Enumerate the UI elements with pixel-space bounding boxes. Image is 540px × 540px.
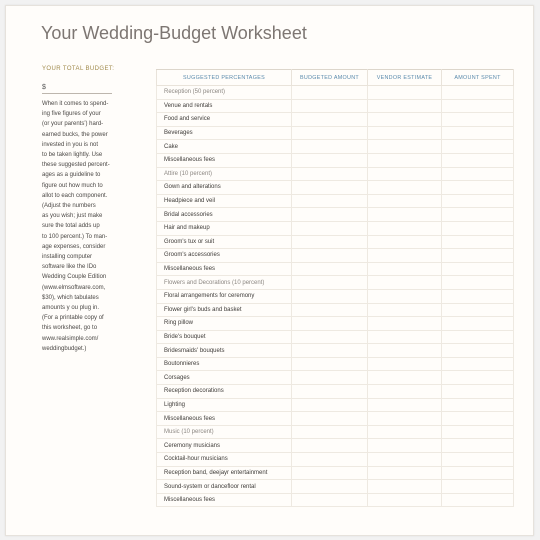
- amount-spent-cell[interactable]: [442, 235, 514, 249]
- item-label: Floral arrangements for ceremony: [157, 289, 292, 303]
- amount-spent-cell[interactable]: [442, 385, 514, 399]
- table-row: [157, 317, 514, 331]
- vendor-estimate-cell[interactable]: [368, 181, 442, 195]
- vendor-estimate-cell[interactable]: [368, 425, 442, 439]
- budgeted-amount-cell[interactable]: [292, 221, 368, 235]
- amount-spent-cell[interactable]: [442, 493, 514, 507]
- table-row: [157, 235, 514, 249]
- table-row: [157, 303, 514, 317]
- amount-spent-cell[interactable]: [442, 289, 514, 303]
- table-row: [157, 140, 514, 154]
- table-row: [157, 385, 514, 399]
- amount-spent-cell[interactable]: [442, 181, 514, 195]
- vendor-estimate-cell[interactable]: [368, 439, 442, 453]
- amount-spent-cell[interactable]: [442, 412, 514, 426]
- amount-spent-cell[interactable]: [442, 262, 514, 276]
- budgeted-amount-cell[interactable]: [292, 357, 368, 371]
- amount-spent-cell[interactable]: [442, 398, 514, 412]
- table-row: [157, 153, 514, 167]
- amount-spent-cell[interactable]: [442, 153, 514, 167]
- table-row: [157, 344, 514, 358]
- item-label: Gown and alterations: [157, 181, 292, 195]
- table-row: [157, 208, 514, 222]
- budgeted-amount-cell[interactable]: [292, 466, 368, 480]
- vendor-estimate-cell[interactable]: [368, 303, 442, 317]
- amount-spent-cell[interactable]: [442, 208, 514, 222]
- amount-spent-cell[interactable]: [442, 371, 514, 385]
- item-label: Beverages: [157, 126, 292, 140]
- item-label: Miscellaneous fees: [157, 412, 292, 426]
- total-budget-field[interactable]: $: [42, 82, 112, 94]
- budgeted-amount-cell[interactable]: [292, 317, 368, 331]
- item-label: Cake: [157, 140, 292, 154]
- budgeted-amount-cell[interactable]: [292, 262, 368, 276]
- vendor-estimate-cell[interactable]: [368, 466, 442, 480]
- header-budgeted-amount: BUDGETED AMOUNT: [292, 70, 368, 86]
- amount-spent-cell[interactable]: [442, 194, 514, 208]
- total-budget-label: YOUR TOTAL BUDGET:: [42, 66, 115, 72]
- table-header-row: [157, 70, 514, 86]
- budgeted-amount-cell[interactable]: [292, 480, 368, 494]
- budgeted-amount-cell[interactable]: [292, 167, 368, 181]
- category-label: Flowers and Decorations (10 percent): [157, 276, 292, 290]
- amount-spent-cell[interactable]: [442, 86, 514, 100]
- vendor-estimate-cell[interactable]: [368, 276, 442, 290]
- page-title: Your Wedding-Budget Worksheet: [41, 23, 307, 43]
- table-row: [157, 371, 514, 385]
- item-label: Bride's bouquet: [157, 330, 292, 344]
- table-row: [157, 466, 514, 480]
- table-row: [157, 412, 514, 426]
- table-row: [157, 330, 514, 344]
- item-label: Groom's tux or suit: [157, 235, 292, 249]
- item-label: Ceremony musicians: [157, 439, 292, 453]
- budgeted-amount-cell[interactable]: [292, 385, 368, 399]
- item-label: Reception band, deejayr entertainment: [157, 466, 292, 480]
- vendor-estimate-cell[interactable]: [368, 453, 442, 467]
- item-label: Food and service: [157, 113, 292, 127]
- budgeted-amount-cell[interactable]: [292, 439, 368, 453]
- table-row: [157, 357, 514, 371]
- budgeted-amount-cell[interactable]: [292, 181, 368, 195]
- budgeted-amount-cell[interactable]: [292, 289, 368, 303]
- item-label: Venue and rentals: [157, 99, 292, 113]
- table-row: [157, 113, 514, 127]
- budgeted-amount-cell[interactable]: [292, 371, 368, 385]
- budgeted-amount-cell[interactable]: [292, 493, 368, 507]
- vendor-estimate-cell[interactable]: [368, 493, 442, 507]
- table-row: [157, 99, 514, 113]
- worksheet-page: [5, 5, 534, 536]
- budgeted-amount-cell[interactable]: [292, 276, 368, 290]
- category-label: Reception (50 percent): [157, 86, 292, 100]
- category-row: [157, 86, 514, 100]
- amount-spent-cell[interactable]: [442, 249, 514, 263]
- vendor-estimate-cell[interactable]: [368, 330, 442, 344]
- vendor-estimate-cell[interactable]: [368, 194, 442, 208]
- amount-spent-cell[interactable]: [442, 466, 514, 480]
- amount-spent-cell[interactable]: [442, 140, 514, 154]
- header-amount-spent: AMOUNT SPENT: [442, 70, 514, 86]
- item-label: Miscellaneous fees: [157, 493, 292, 507]
- budgeted-amount-cell[interactable]: [292, 453, 368, 467]
- amount-spent-cell[interactable]: [442, 439, 514, 453]
- amount-spent-cell[interactable]: [442, 480, 514, 494]
- header-suggested-percentages: SUGGESTED PERCENTAGES: [157, 70, 292, 86]
- budgeted-amount-cell[interactable]: [292, 303, 368, 317]
- table-row: [157, 480, 514, 494]
- amount-spent-cell[interactable]: [442, 330, 514, 344]
- item-label: Corsages: [157, 371, 292, 385]
- vendor-estimate-cell[interactable]: [368, 480, 442, 494]
- header-vendor-estimate: VENDOR ESTIMATE: [368, 70, 442, 86]
- item-label: Miscellaneous fees: [157, 153, 292, 167]
- vendor-estimate-cell[interactable]: [368, 113, 442, 127]
- budgeted-amount-cell[interactable]: [292, 126, 368, 140]
- amount-spent-cell[interactable]: [442, 425, 514, 439]
- vendor-estimate-cell[interactable]: [368, 344, 442, 358]
- vendor-estimate-cell[interactable]: [368, 153, 442, 167]
- item-label: Lighting: [157, 398, 292, 412]
- amount-spent-cell[interactable]: [442, 303, 514, 317]
- category-label: Attire (10 percent): [157, 167, 292, 181]
- vendor-estimate-cell[interactable]: [368, 167, 442, 181]
- amount-spent-cell[interactable]: [442, 357, 514, 371]
- budgeted-amount-cell[interactable]: [292, 140, 368, 154]
- item-label: Cocktail-hour musicians: [157, 453, 292, 467]
- amount-spent-cell[interactable]: [442, 276, 514, 290]
- budgeted-amount-cell[interactable]: [292, 99, 368, 113]
- item-label: Hair and makeup: [157, 221, 292, 235]
- category-row: [157, 425, 514, 439]
- amount-spent-cell[interactable]: [442, 221, 514, 235]
- table-row: [157, 493, 514, 507]
- budgeted-amount-cell[interactable]: [292, 113, 368, 127]
- budgeted-amount-cell[interactable]: [292, 249, 368, 263]
- amount-spent-cell[interactable]: [442, 99, 514, 113]
- budgeted-amount-cell[interactable]: [292, 153, 368, 167]
- item-label: Ring pillow: [157, 317, 292, 331]
- vendor-estimate-cell[interactable]: [368, 249, 442, 263]
- sidebar-description: When it comes to spend- ing five figures of your (or your parents') hard- earned bucks, the power invested in you is not to be taken lightly. Use these suggested percent- ages as a guideline to figure out how much to allot to each component. (Adjust the numbers as you wish; just make sure the total adds up to 100 percent.) To man- age expenses, consider installing computer software like the IDo Wedding Couple Edition (www.elmsoftware.com, $30), which tabulates amounts y ou plug in. (For a printable copy of this worksheet, go to www.realsimple.com/ weddingbudget.): [42, 101, 110, 352]
- vendor-estimate-cell[interactable]: [368, 99, 442, 113]
- budgeted-amount-cell[interactable]: [292, 208, 368, 222]
- table-row: [157, 262, 514, 276]
- vendor-estimate-cell[interactable]: [368, 385, 442, 399]
- table-row: [157, 398, 514, 412]
- budgeted-amount-cell[interactable]: [292, 398, 368, 412]
- amount-spent-cell[interactable]: [442, 167, 514, 181]
- item-label: Bridesmaids' bouquets: [157, 344, 292, 358]
- budgeted-amount-cell[interactable]: [292, 330, 368, 344]
- category-label: Music (10 percent): [157, 425, 292, 439]
- budget-table: [156, 69, 514, 507]
- vendor-estimate-cell[interactable]: [368, 371, 442, 385]
- amount-spent-cell[interactable]: [442, 113, 514, 127]
- budgeted-amount-cell[interactable]: [292, 194, 368, 208]
- table-row: [157, 249, 514, 263]
- vendor-estimate-cell[interactable]: [368, 412, 442, 426]
- table-row: [157, 181, 514, 195]
- item-label: Miscellaneous fees: [157, 262, 292, 276]
- vendor-estimate-cell[interactable]: [368, 126, 442, 140]
- budgeted-amount-cell[interactable]: [292, 344, 368, 358]
- item-label: Headpiece and veil: [157, 194, 292, 208]
- table-row: [157, 453, 514, 467]
- budgeted-amount-cell[interactable]: [292, 235, 368, 249]
- table-row: [157, 289, 514, 303]
- table-row: [157, 221, 514, 235]
- category-row: [157, 167, 514, 181]
- category-row: [157, 276, 514, 290]
- vendor-estimate-cell[interactable]: [368, 357, 442, 371]
- table-row: [157, 126, 514, 140]
- vendor-estimate-cell[interactable]: [368, 317, 442, 331]
- amount-spent-cell[interactable]: [442, 344, 514, 358]
- vendor-estimate-cell[interactable]: [368, 398, 442, 412]
- budgeted-amount-cell[interactable]: [292, 86, 368, 100]
- vendor-estimate-cell[interactable]: [368, 289, 442, 303]
- vendor-estimate-cell[interactable]: [368, 208, 442, 222]
- table-row: [157, 194, 514, 208]
- item-label: Flower girl's buds and basket: [157, 303, 292, 317]
- vendor-estimate-cell[interactable]: [368, 86, 442, 100]
- amount-spent-cell[interactable]: [442, 317, 514, 331]
- table-row: [157, 439, 514, 453]
- item-label: Reception decorations: [157, 385, 292, 399]
- item-label: Boutonnieres: [157, 357, 292, 371]
- item-label: Groom's accessories: [157, 249, 292, 263]
- amount-spent-cell[interactable]: [442, 453, 514, 467]
- vendor-estimate-cell[interactable]: [368, 262, 442, 276]
- budgeted-amount-cell[interactable]: [292, 412, 368, 426]
- item-label: Sound-system or dancefloor rental: [157, 480, 292, 494]
- vendor-estimate-cell[interactable]: [368, 140, 442, 154]
- budgeted-amount-cell[interactable]: [292, 425, 368, 439]
- vendor-estimate-cell[interactable]: [368, 235, 442, 249]
- item-label: Bridal accessories: [157, 208, 292, 222]
- vendor-estimate-cell[interactable]: [368, 221, 442, 235]
- sidebar: [42, 66, 126, 354]
- amount-spent-cell[interactable]: [442, 126, 514, 140]
